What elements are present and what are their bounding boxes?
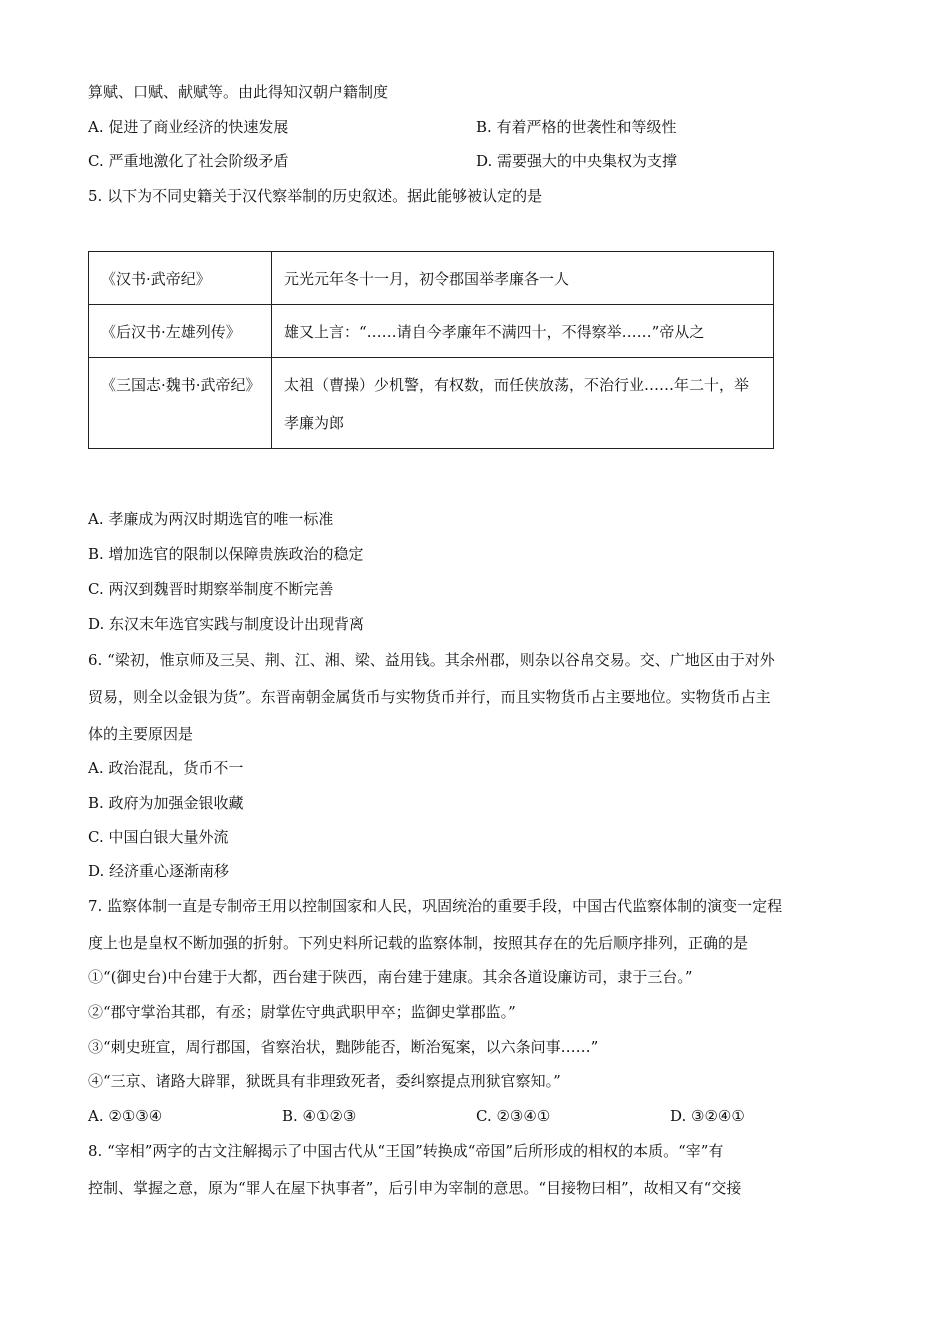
q4-option-b: B. 有着严格的世袭性和等级性 [476, 118, 677, 136]
table-cell-source: 《三国志·魏书·武帝纪》 [89, 358, 272, 449]
q5-option-b: B. 增加选官的限制以保障贵族政治的稳定 [88, 545, 364, 563]
q7-stem-line-2: 度上也是皇权不断加强的折射。下列史料所记载的监察体制，按照其存在的先后顺序排列，正确的是 [88, 934, 749, 952]
q5-option-c: C. 两汉到魏晋时期察举制度不断完善 [88, 580, 334, 598]
q7-option-d: D. ③②④① [670, 1107, 745, 1125]
q7-item-2: ②“郡守掌治其郡，有丞；尉掌佐守典武职甲卒；监御史掌郡监。” [88, 1003, 516, 1021]
q5-stem: 5. 以下为不同史籍关于汉代察举制的历史叙述。据此能够被认定的是 [88, 187, 543, 205]
table-row [89, 305, 774, 358]
q7-option-c: C. ②③④① [476, 1107, 551, 1125]
q7-option-b: B. ④①②③ [282, 1107, 357, 1125]
q6-option-a: A. 政治混乱，货币不一 [88, 759, 244, 777]
q4-option-d: D. 需要强大的中央集权为支撑 [476, 152, 678, 170]
table-cell-text: 雄又上言：“……请自今孝廉年不满四十，不得察举……”帝从之 [272, 305, 774, 358]
q5-option-d: D. 东汉末年选官实践与制度设计出现背离 [88, 615, 365, 633]
q6-stem-line-2: 贸易，则全以金银为货”。东晋南朝金属货币与实物货币并行，而且实物货币占主要地位。实物货币占主 [88, 688, 771, 706]
q6-stem-line-3: 体的主要原因是 [88, 725, 194, 743]
table-cell-source: 《汉书·武帝纪》 [89, 252, 272, 305]
q4-option-c: C. 严重地激化了社会阶级矛盾 [88, 152, 289, 170]
q8-stem-line-2: 控制、掌握之意，原为“罪人在屋下执事者”，后引申为宰制的意思。“目接物曰相”，故相又有“交接 [88, 1179, 742, 1197]
q7-item-1: ①“(御史台)中台建于大都，西台建于陕西，南台建于建康。其余各道设廉访司，隶于三台。” [88, 968, 693, 986]
q7-item-3: ③“刺史班宣，周行郡国，省察治状，黜陟能否，断治冤案，以六条问事……” [88, 1038, 599, 1056]
q5-option-a: A. 孝廉成为两汉时期选官的唯一标准 [88, 510, 334, 528]
q6-option-d: D. 经济重心逐渐南移 [88, 862, 230, 880]
q6-option-b: B. 政府为加强金银收藏 [88, 794, 244, 812]
table-row [89, 358, 774, 449]
table-cell-source: 《后汉书·左雄列传》 [89, 305, 272, 358]
q6-stem-line-1: 6. “梁初，惟京师及三吴、荆、江、湘、梁、益用钱。其余州郡，则杂以谷帛交易。交、广地区由于对外 [88, 651, 775, 669]
table-row [89, 252, 774, 305]
q4-stem-tail: 算赋、口赋、献赋等。由此得知汉朝户籍制度 [88, 83, 389, 101]
q4-option-a: A. 促进了商业经济的快速发展 [88, 118, 289, 136]
q7-item-4: ④“三京、诸路大辟罪，狱既具有非理致死者，委纠察提点刑狱官察知。” [88, 1072, 561, 1090]
q5-source-table [88, 251, 774, 449]
q6-option-c: C. 中国白银大量外流 [88, 828, 229, 846]
table-cell-text: 太祖（曹操）少机警，有权数，而任侠放荡，不治行业……年二十，举孝廉为郎 [272, 358, 774, 449]
q8-stem-line-1: 8. “宰相”两字的古文注解揭示了中国古代从“王国”转换成“帝国”后所形成的相权的本质。“宰”有 [88, 1142, 724, 1160]
table-cell-text: 元光元年冬十一月，初令郡国举孝廉各一人 [272, 252, 774, 305]
q7-stem-line-1: 7. 监察体制一直是专制帝王用以控制国家和人民，巩固统治的重要手段，中国古代监察体制的演变一定程 [88, 897, 783, 915]
q7-option-a: A. ②①③④ [88, 1107, 163, 1125]
